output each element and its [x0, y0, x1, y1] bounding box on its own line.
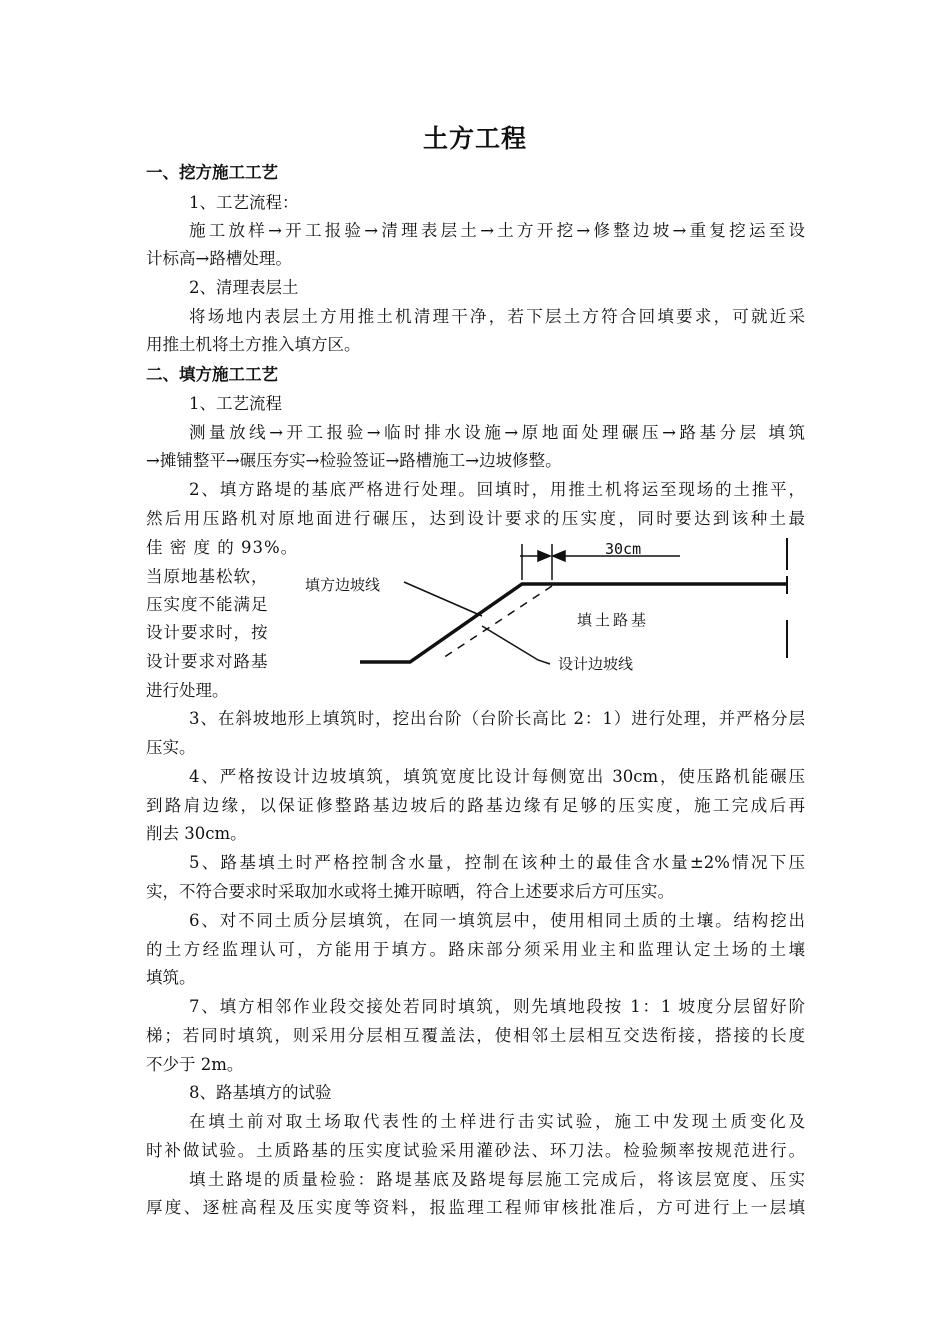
text-line: 2、清理表层土: [189, 278, 299, 297]
text-line: 将场地内表层土方用推土机清理干净，若下层土方符合回填要求，可就近采: [189, 307, 805, 326]
text-line: →摊铺整平→碾压夯实→检验签证→路槽施工→边坡修整。: [146, 451, 562, 470]
page-title: 土方工程: [422, 124, 527, 153]
text-line: 在填土前对取土场取代表性的土样进行击实试验，施工中发现土质变化及: [189, 1112, 805, 1131]
dimension-line: [520, 544, 680, 580]
design-slope-leader: [482, 626, 550, 664]
fill-slope-label: 填方边坡线: [305, 576, 381, 594]
text-line: 不少于 2m。: [146, 1055, 244, 1074]
text-line: 2、填方路堤的基底严格进行处理。回填时，用推土机将运至现场的土推平，: [189, 480, 805, 499]
text-line: 到路肩边缘，以保证修整路基边坡后的路基边缘有足够的压实度，施工完成后再: [146, 796, 805, 815]
text-line: 4、严格按设计边坡填筑，填筑宽度比设计每侧宽出 30cm，使压路机能碾压: [189, 767, 805, 786]
text-line: 用推土机将土方推入填方区。: [146, 335, 361, 354]
section-heading-excavation: 一、挖方施工工艺: [146, 163, 278, 182]
embankment-slope-diagram: [300, 530, 810, 680]
text-line: 5、路基填土时严格控制含水量，控制在该种土的最佳含水量±2%情况下压: [189, 853, 805, 872]
subgrade-label: 填土路基: [577, 611, 650, 629]
text-line: 测量放线→开工报验→临时排水设施→原地面处理碾压→路基分层 填筑: [189, 423, 805, 442]
text-line: 梯；若同时填筑，则采用分层相互覆盖法，使相邻土层相互交迭衔接，搭接的长度: [146, 1026, 805, 1045]
text-line: 设计要求对路基: [146, 652, 269, 671]
text-line: 填筑。: [146, 968, 196, 987]
text-line: 压实。: [146, 738, 196, 757]
text-line: 然后用压路机对原地面进行碾压，达到设计要求的压实度，同时要达到该种土最: [146, 509, 805, 528]
text-line: 3、在斜坡地形上填筑时，挖出台阶（台阶长高比 2：1）进行处理，并严格分层: [189, 709, 805, 728]
text-line: 8、路基填方的试验: [189, 1083, 332, 1102]
design-slope-label: 设计边坡线: [558, 655, 634, 673]
text-line: 施工放样→开工报验→清理表层土→土方开挖→修整边坡→重复挖运至设: [189, 221, 805, 240]
text-line: 削去 30cm。: [146, 824, 247, 843]
text-line: 设计要求时，按: [146, 623, 269, 642]
text-line: 6、对不同土质分层填筑，在同一填筑层中，使用相同土质的土壤。结构挖出: [189, 911, 805, 930]
text-line: 的土方经监理认可，方能用于填方。路床部分须采用业主和监理认定土场的土壤: [146, 940, 805, 959]
text-line: 压实度不能满足: [146, 595, 269, 614]
text-line: 时补做试验。土质路基的压实度试验采用灌砂法、环刀法。检验频率按规范进行。: [146, 1141, 805, 1160]
section-heading-filling: 二、填方施工工艺: [146, 365, 278, 384]
text-line: 进行处理。: [146, 681, 229, 700]
design-slope-line: [440, 586, 552, 660]
text-line: 7、填方相邻作业段交接处若同时填筑，则先填地段按 1：1 坡度分层留好阶: [189, 997, 805, 1016]
text-line: 1、工艺流程: [189, 394, 282, 413]
text-line: 填土路堤的质量检验：路堤基底及路堤每层施工完成后，将该层宽度、压实: [189, 1170, 805, 1189]
text-line: 厚度、逐桩高程及压实度等资料，报监理工程师审核批准后，方可进行上一层填: [146, 1198, 805, 1217]
text-line: 计标高→路槽处理。: [146, 249, 292, 268]
text-line: 1、工艺流程：: [189, 193, 299, 212]
dimension-label: 30cm: [605, 540, 642, 558]
fill-slope-leader: [404, 582, 482, 616]
text-line: 当原地基松软，: [146, 567, 269, 586]
fill-slope-line: [360, 584, 787, 662]
text-line: 实，不符合要求时采取加水或将土摊开晾晒，符合上述要求后方可压实。: [146, 882, 674, 901]
text-line: 佳 密 度 的 93%。: [146, 538, 299, 557]
